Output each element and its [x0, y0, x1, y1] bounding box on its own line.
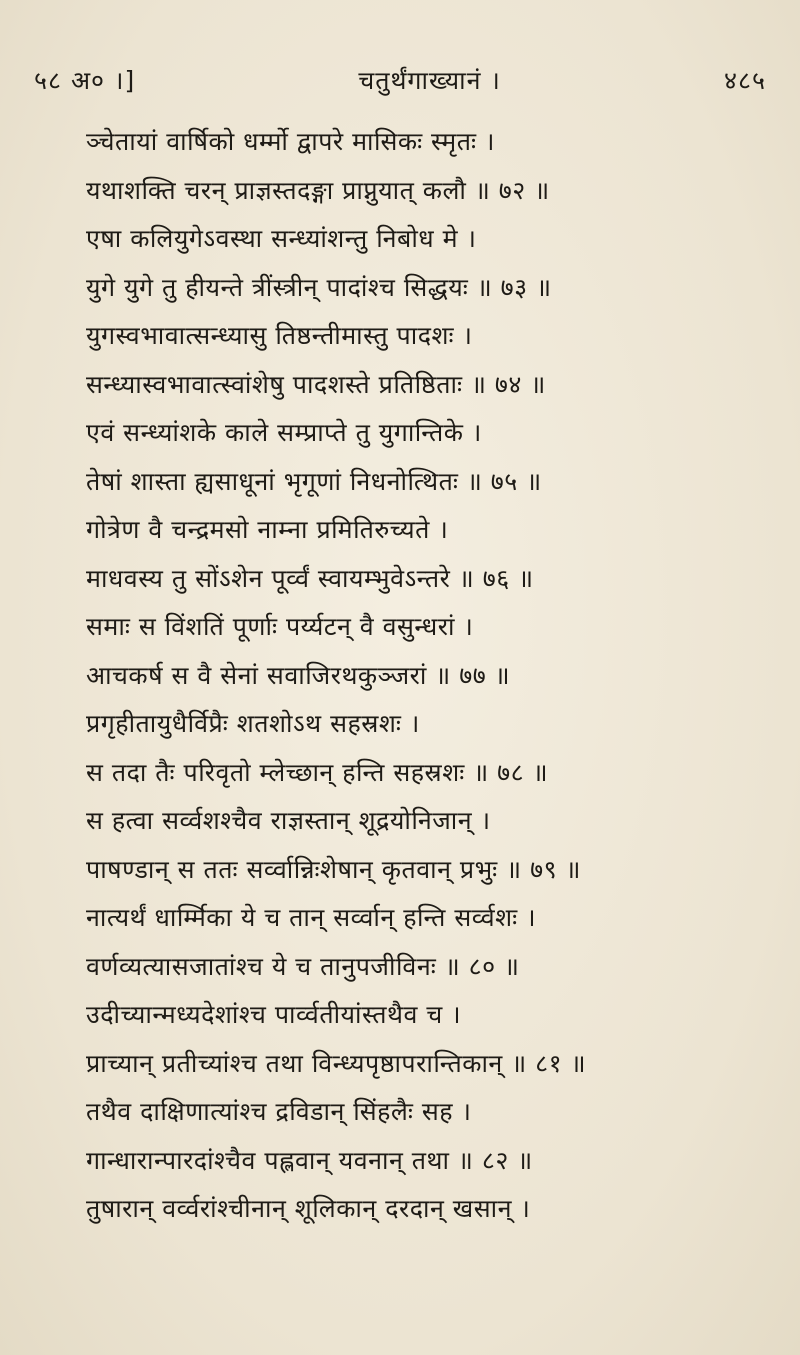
verse-line: पाषण्डान् स ततः सर्व्वान्निःशेषान् कृतवान् प्रभुः ॥ ७९ ॥	[86, 854, 582, 884]
verse-line: प्रगृहीतायुधैर्विप्रैः शतशोऽथ सहस्रशः ।	[86, 709, 420, 738]
verse-line: सन्ध्यास्वभावात्स्वांशेषु पादशस्ते प्रतिष्ठिताः ॥ ७४ ॥	[86, 369, 546, 399]
verse-line: एषा कलियुगेऽवस्था सन्ध्यांशन्तु निबोध मे ।	[86, 224, 477, 253]
verse-line: यथाशक्ति चरन् प्राज्ञस्तदङ्गा प्राप्नुयात् कलौ ॥ ७२ ॥	[86, 175, 550, 205]
verse-line: गान्धारान्पारदांश्चैव पह्लवान् यवनान् तथा ॥ ८२ ॥	[86, 1145, 533, 1175]
verse-line: नात्यर्थं धार्म्मिका ये च तान् सर्व्वान् हन्ति सर्व्वशः ।	[86, 903, 537, 932]
page-number: ४८५	[723, 66, 766, 95]
verse-line: एवं सन्ध्यांशके काले सम्प्राप्ते तु युगान्तिके ।	[86, 418, 482, 447]
verse-line: प्राच्यान् प्रतीच्यांश्च तथा विन्ध्यपृष्ठापरान्तिकान् ॥ ८१ ॥	[86, 1048, 587, 1078]
page-header	[34, 58, 766, 102]
verse-line: तुषारान् वर्व्वरांश्चीनान् शूलिकान् दरदान् खसान् ।	[86, 1194, 531, 1223]
verse-line: युगस्वभावात्सन्ध्यासु तिष्ठन्तीमास्तु पादशः ।	[86, 321, 473, 350]
verse-line: स तदा तैः परिवृतो म्लेच्छान् हन्ति सहस्रशः ॥ ७८ ॥	[86, 757, 549, 787]
verse-line: गोत्रेण वै चन्द्रमसो नाम्ना प्रमितिरुच्यते ।	[86, 515, 449, 544]
verse-line: तेषां शास्ता ह्यसाधूनां भृगूणां निधनोत्थितः ॥ ७५ ॥	[86, 466, 542, 496]
verse-line: आचकर्ष स वै सेनां सवाजिरथकुञ्जरां ॥ ७७ ॥	[86, 660, 511, 690]
verse-line: समाः स विंशतिं पूर्णाः पर्य्यटन् वै वसुन्धरां ।	[86, 612, 474, 641]
running-title: चतुर्थंगाख्यानं ।	[358, 66, 501, 95]
verse-line: ञ्चेतायां वार्षिको धर्म्मो द्वापरे मासिकः स्मृतः ।	[86, 127, 495, 156]
chapter-reference: ५८ अ० ।]	[34, 66, 136, 95]
verse-line: वर्णव्यत्यासजातांश्च ये च तानुपजीविनः ॥ ८० ॥	[86, 951, 520, 981]
verse-line: स हत्वा सर्व्वशश्चैव राज्ञस्तान् शूद्रयोनिजान् ।	[86, 806, 491, 835]
verse-line: युगे युगे तु हीयन्ते त्रींस्त्रीन् पादांश्च सिद्धयः ॥ ७३ ॥	[86, 272, 552, 302]
verse-text	[86, 118, 752, 1234]
verse-line: उदीच्यान्मध्यदेशांश्च पार्व्वतीयांस्तथैव च ।	[86, 1000, 462, 1029]
verse-line: माधवस्य तु सोंऽशेन पूर्व्वं स्वायम्भुवेऽन्तरे ॥ ७६ ॥	[86, 563, 534, 593]
verse-line: तथैव दाक्षिणात्यांश्च द्रविडान् सिंहलैः सह ।	[86, 1097, 472, 1126]
